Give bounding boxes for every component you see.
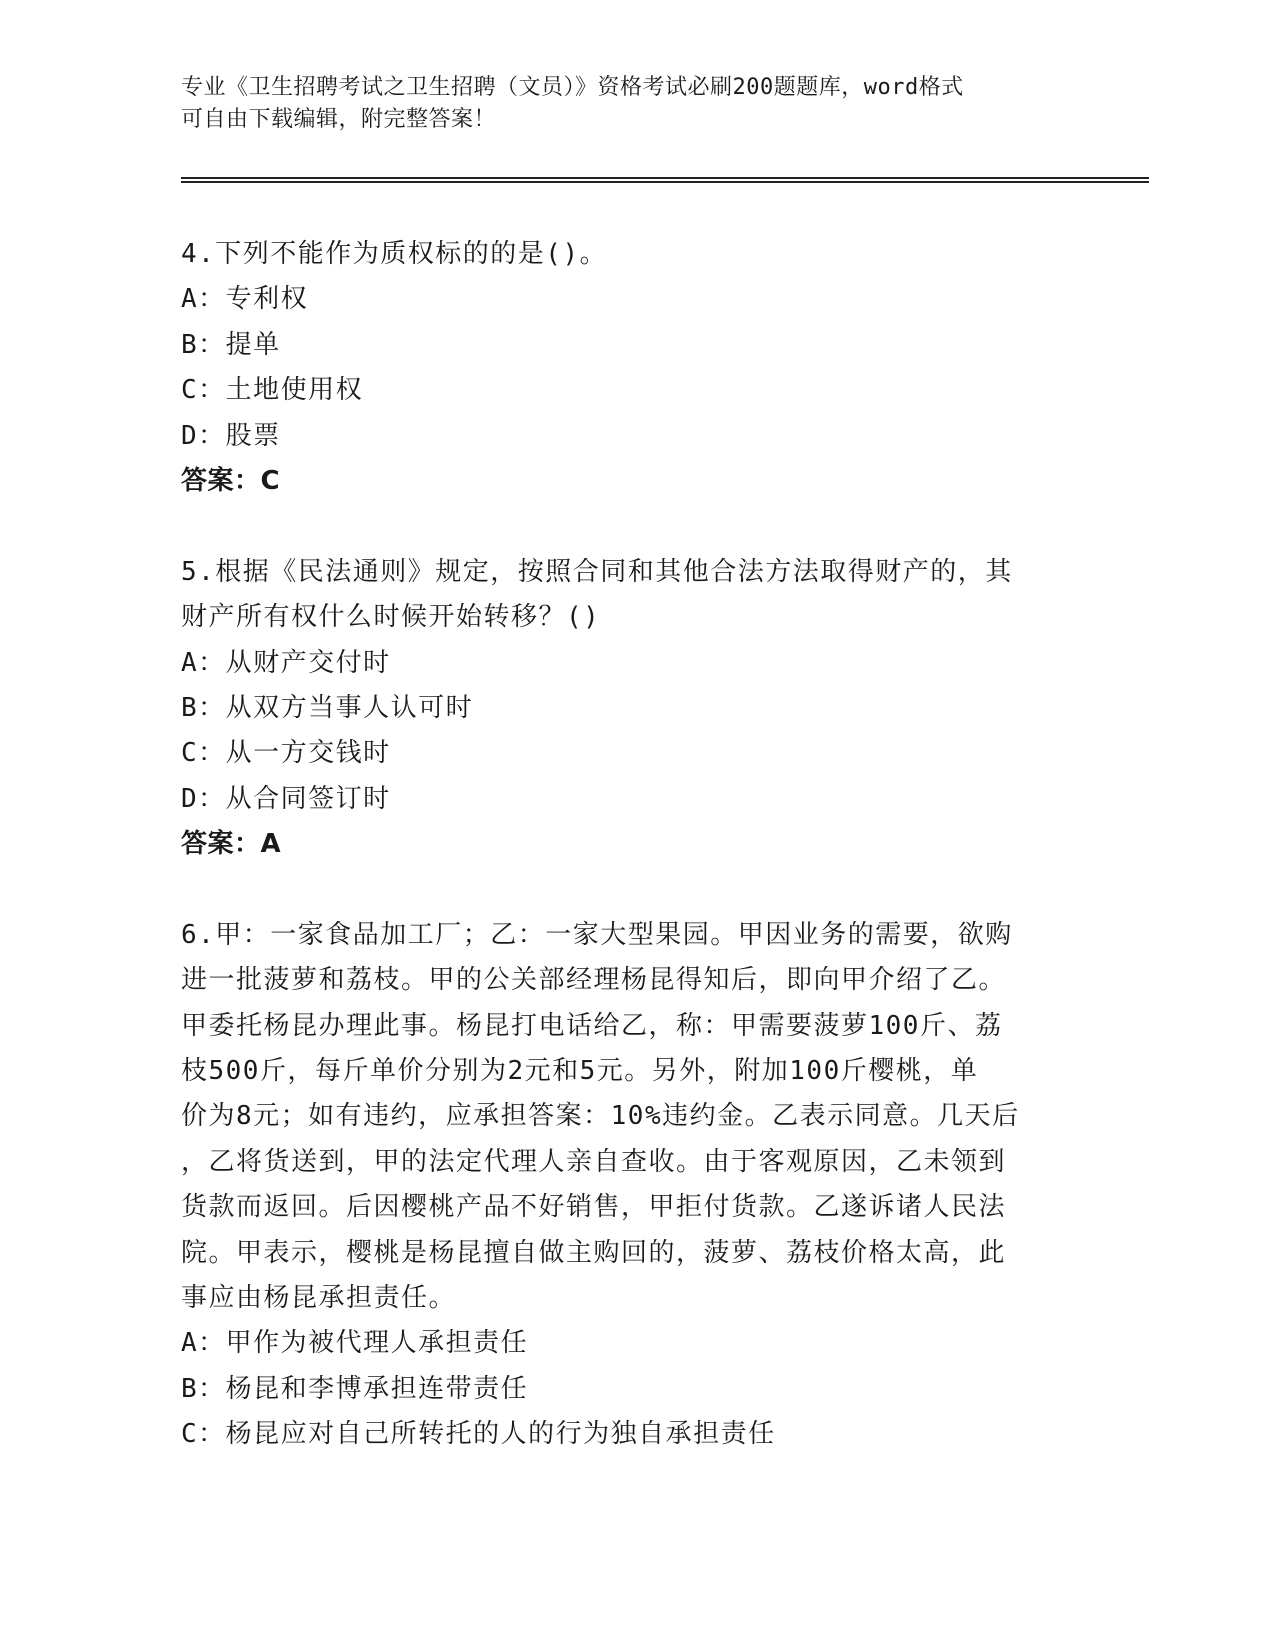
answer-line: 答案：C (181, 465, 281, 496)
option-a: A：甲作为被代理人承担责任 (181, 1328, 529, 1359)
question-stem: 甲委托杨昆办理此事。杨昆打电话给乙，称：甲需要菠萝100斤、荔 (181, 1010, 1003, 1041)
answer-line: 答案：A (181, 829, 282, 860)
option-c: C：从一方交钱时 (181, 738, 391, 769)
header-divider-top (181, 177, 1149, 179)
question-list (181, 232, 1081, 1458)
header-title-line-2: 可自由下载编辑，附完整答案！ (181, 107, 497, 132)
question-stem: ，乙将货送到，甲的法定代理人亲自查收。由于客观原因，乙未领到 (181, 1146, 1007, 1177)
question-stem: 货款而返回。后因樱桃产品不好销售，甲拒付货款。乙遂诉诸人民法 (181, 1192, 1007, 1223)
option-b: B：从双方当事人认可时 (181, 692, 474, 723)
option-d: D：股票 (181, 420, 281, 451)
question-stem: 财产所有权什么时候开始转移？() (181, 602, 601, 633)
question-stem: 进一批菠萝和荔枝。甲的公关部经理杨昆得知后，即向甲介绍了乙。 (181, 965, 1007, 996)
option-c: C：土地使用权 (181, 375, 364, 406)
question-stem: 4.下列不能作为质权标的的是()。 (181, 239, 608, 269)
question-block (181, 550, 1081, 868)
question-block (181, 913, 1081, 1458)
question-stem: 枝500斤，每斤单价分别为2元和5元。另外，附加100斤樱桃，单 (181, 1056, 979, 1087)
question-stem: 6.甲：一家食品加工厂；乙：一家大型果园。甲因业务的需要，欲购 (181, 919, 1013, 950)
header-title-line-1: 专业《卫生招聘考试之卫生招聘（文员）》资格考试必刷200题题库，word格式 (181, 75, 964, 100)
option-d: D：从合同签订时 (181, 783, 391, 814)
option-a: A：专利权 (181, 284, 309, 315)
question-spacer (181, 867, 1081, 912)
question-stem: 5.根据《民法通则》规定，按照合同和其他合法方法取得财产的，其 (181, 556, 1013, 587)
question-spacer (181, 504, 1081, 549)
question-block (181, 232, 1081, 504)
document-header (181, 72, 1061, 136)
option-b: B：提单 (181, 329, 281, 360)
question-stem: 事应由杨昆承担责任。 (181, 1282, 457, 1313)
question-stem: 院。甲表示，樱桃是杨昆擅自做主购回的，菠萝、荔枝价格太高，此 (181, 1237, 1007, 1268)
option-b: B：杨昆和李博承担连带责任 (181, 1373, 529, 1404)
option-a: A：从财产交付时 (181, 647, 391, 678)
header-divider-bottom (181, 181, 1149, 183)
question-stem: 价为8元；如有违约，应承担答案：10%违约金。乙表示同意。几天后 (181, 1101, 1020, 1132)
option-c: C：杨昆应对自己所转托的人的行为独自承担责任 (181, 1419, 776, 1450)
